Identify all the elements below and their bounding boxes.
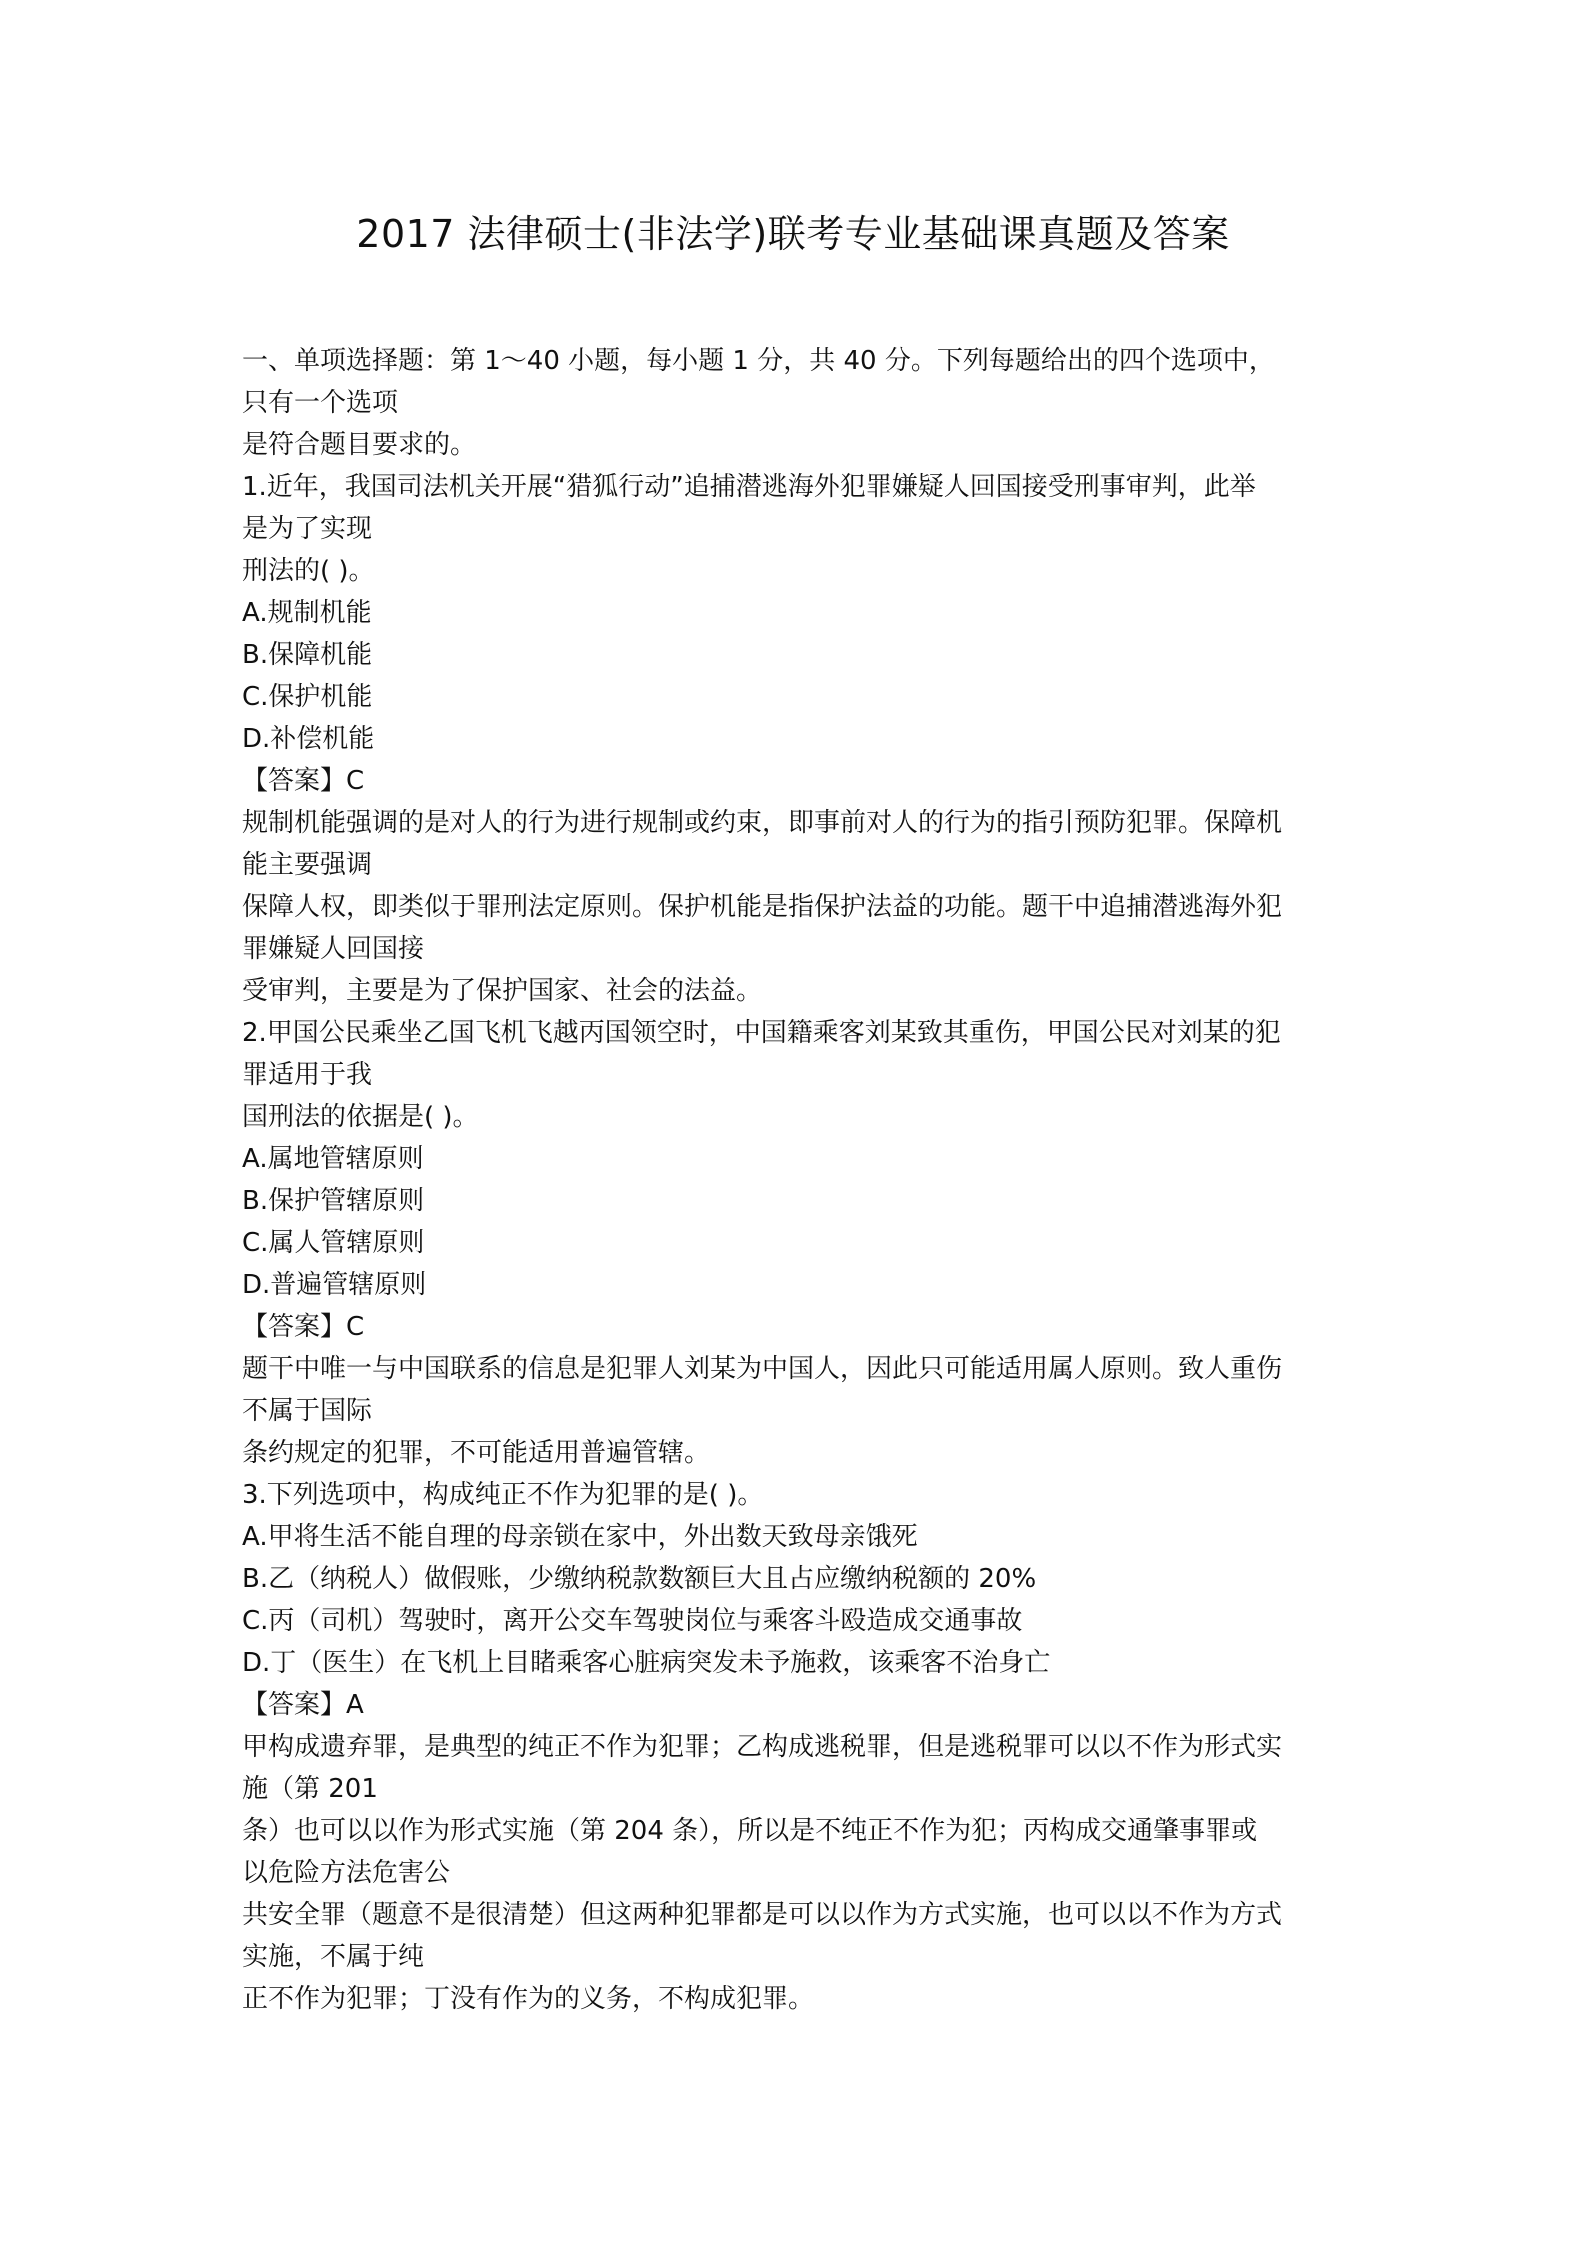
- text-line: C.保护机能: [242, 682, 373, 712]
- text-line: 保障人权，即类似于罪刑法定原则。保护机能是指保护法益的功能。题干中追捕潜逃海外犯: [242, 892, 1283, 922]
- text-line: 一、单项选择题：第 1～40 小题，每小题 1 分，共 40 分。下列每题给出的四个选项中，: [242, 346, 1275, 376]
- text-line: B.乙（纳税人）做假账，少缴纳税款数额巨大且占应缴纳税额的 20%: [242, 1564, 1037, 1594]
- text-line: 规制机能强调的是对人的行为进行规制或约束，即事前对人的行为的指引预防犯罪。保障机: [242, 808, 1283, 838]
- text-line: A.规制机能: [242, 598, 372, 628]
- text-line: C.属人管辖原则: [242, 1228, 425, 1258]
- text-line: D.普遍管辖原则: [242, 1270, 427, 1300]
- text-line: 2.甲国公民乘坐乙国飞机飞越丙国领空时，中国籍乘客刘某致其重伤，甲国公民对刘某的犯: [242, 1018, 1281, 1048]
- text-line: A.属地管辖原则: [242, 1144, 424, 1174]
- text-line: 施（第 201: [242, 1774, 378, 1804]
- text-line: 【答案】C: [242, 766, 365, 796]
- text-line: 1.近年，我国司法机关开展“猎狐行动”追捕潜逃海外犯罪嫌疑人回国接受刑事审判，此举: [242, 472, 1256, 502]
- text-line: 条）也可以以作为形式实施（第 204 条），所以是不纯正不作为犯；丙构成交通肇事罪或: [242, 1816, 1258, 1846]
- text-line: 受审判，主要是为了保护国家、社会的法益。: [242, 976, 763, 1006]
- text-line: 正不作为犯罪；丁没有作为的义务，不构成犯罪。: [242, 1984, 815, 2014]
- text-line: 罪嫌疑人回国接: [242, 934, 425, 964]
- text-line: 共安全罪（题意不是很清楚）但这两种犯罪都是可以以作为方式实施，也可以以不作为方式: [242, 1900, 1283, 1930]
- text-line: 是符合题目要求的。: [242, 430, 477, 460]
- text-line: B.保障机能: [242, 640, 373, 670]
- text-line: 实施，不属于纯: [242, 1942, 425, 1972]
- text-line: 能主要强调: [242, 850, 373, 880]
- text-line: A.甲将生活不能自理的母亲锁在家中，外出数天致母亲饿死: [242, 1522, 918, 1552]
- document-body: [242, 340, 1352, 2020]
- text-line: D.丁（医生）在飞机上目睹乘客心脏病突发未予施救，该乘客不治身亡: [242, 1648, 1051, 1678]
- text-line: 条约规定的犯罪，不可能适用普遍管辖。: [242, 1438, 711, 1468]
- text-line: 3.下列选项中，构成纯正不作为犯罪的是( )。: [242, 1480, 764, 1510]
- document-title: 2017 法律硕士(非法学)联考专业基础课真题及答案: [356, 212, 1230, 256]
- text-line: 题干中唯一与中国联系的信息是犯罪人刘某为中国人，因此只可能适用属人原则。致人重伤: [242, 1354, 1283, 1384]
- text-line: 以危险方法危害公: [242, 1858, 451, 1888]
- text-line: 【答案】A: [242, 1690, 364, 1720]
- text-line: 是为了实现: [242, 514, 373, 544]
- text-line: 罪适用于我: [242, 1060, 373, 1090]
- text-line: B.保护管辖原则: [242, 1186, 425, 1216]
- text-line: 甲构成遗弃罪，是典型的纯正不作为犯罪；乙构成逃税罪，但是逃税罪可以以不作为形式实: [242, 1732, 1283, 1762]
- text-line: 国刑法的依据是( )。: [242, 1102, 479, 1132]
- text-line: 只有一个选项: [242, 388, 399, 418]
- text-line: 刑法的( )。: [242, 556, 375, 586]
- text-line: 【答案】C: [242, 1312, 365, 1342]
- text-line: D.补偿机能: [242, 724, 375, 754]
- text-line: 不属于国际: [242, 1396, 373, 1426]
- text-line: C.丙（司机）驾驶时，离开公交车驾驶岗位与乘客斗殴造成交通事故: [242, 1606, 1023, 1636]
